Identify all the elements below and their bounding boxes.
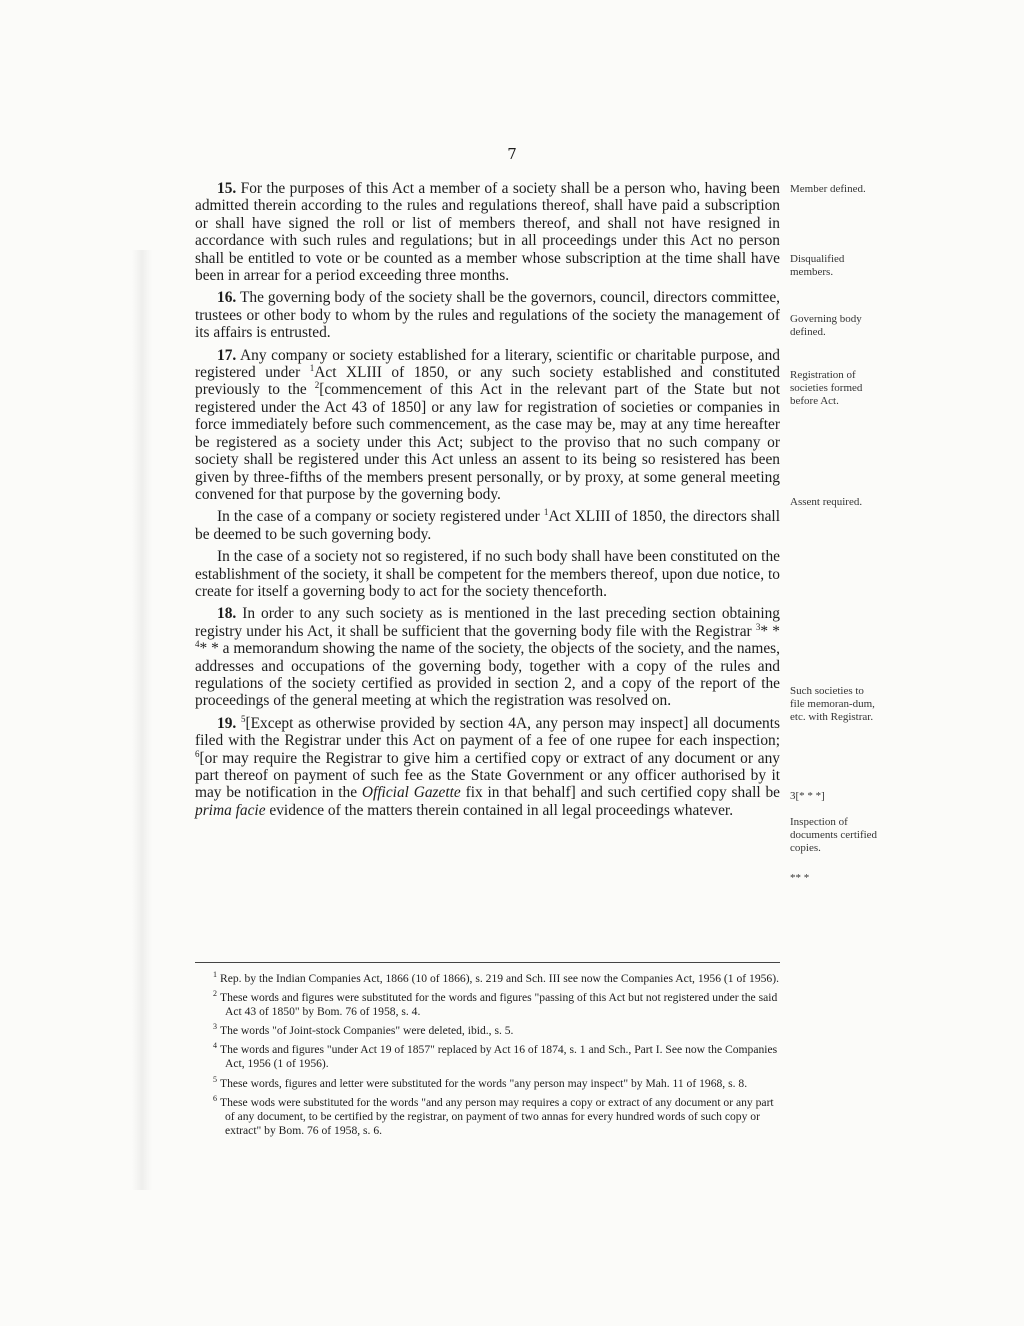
section-text: For the purposes of this Act a member of a society shall be a person who, having been admitted therein according to the rules and regulations thereof, shall have paid a subscription or shall have signed the roll or list of members thereof, and shall not have resigned in accordance with such rules and regulations; but in all proceedings under this Act no person shall be entitled to vote or be counted as a member whose subscription at the time shall have been in arrear for a period exceeding three months. <box>195 180 780 285</box>
section-17-para-3 <box>195 548 780 600</box>
footnote-mark: 2 <box>213 989 217 999</box>
section-text: Any company or society established for a literary, scientific or charitable purpose, and registered under <box>195 346 780 382</box>
footnote-text: These words and figures were substituted for the words and figures "passing of this Act but not registered under the said Act 43 of 1850" by Bom. 76 of 1958, s. 4. <box>220 990 778 1019</box>
section-17 <box>195 347 780 504</box>
footnote <box>195 1020 780 1038</box>
section-text: The governing body of the society shall be the governors, council, directors committee, trustees or other body to whom by the rules and regulations of the society the management of its affairs is entrusted. <box>195 289 780 342</box>
section-number: 15. <box>217 180 237 197</box>
section-15 <box>195 180 780 284</box>
footnote-ref: 1 <box>543 507 549 518</box>
scan-shadow <box>132 250 152 1190</box>
footnote <box>195 987 780 1019</box>
footnote-mark: 1 <box>213 970 217 979</box>
section-text: evidence of the matters therein contained in all legal proceedings whatever. <box>269 801 734 819</box>
italic-text: prima facie <box>195 801 266 819</box>
omission-mark: * * <box>199 640 219 658</box>
footnote-ref: 2 <box>314 380 320 391</box>
section-text: Act XLIII of 1850, or any such society established and constituted previously to the <box>195 364 780 399</box>
footnote-text: These wods were substituted for the words "and any person may requires a copy or extract of any document or any part of any document, to be certified by the registrar, on payment of two annas for every hundred words of such copy or extract" by Bom. 76 of 1958, s. 6. <box>220 1095 774 1137</box>
footnote <box>195 1092 780 1138</box>
footnote-text: The words "of Joint-stock Companies" were deleted, ibid., s. 5. <box>220 1024 514 1038</box>
omission-mark: * * <box>760 622 780 640</box>
footnote-text: Rep. by the Indian Companies Act, 1866 (10 of 1866), s. 219 and Sch. III see now the Companies Act, 1956 (1 of 1956). <box>220 971 779 985</box>
footnote-mark: 3 <box>213 1022 217 1032</box>
margin-note-governing-body: Governing body defined. <box>790 313 862 338</box>
section-text: a memorandum showing the name of the society, the objects of the society, and the names, addresses and occupations of the governing body, together with a copy of the rules and regulations of the society certified as provided in section 2, and a copy of the report of the proceedings of the general meeting at which the registration was resolved on. <box>195 640 780 710</box>
section-16 <box>195 289 780 341</box>
section-text: [or may require the Registrar to give him a certified copy or extract of any document or any part thereof on payment of such fee as the State Government or any officer authorised by it may be notification in the <box>195 749 780 802</box>
footnote-text: The words and figures "under Act 19 of 1857" replaced by Act 16 of 1874, s. 1 and Sch., Part I. See now the Companies Act, 1956 (1 of 1956). <box>220 1043 778 1071</box>
section-text: Act XLIII of 1850, the directors shall be deemed to be such governing body. <box>195 508 780 543</box>
section-number: 18. <box>217 605 237 623</box>
footnote <box>195 968 780 986</box>
section-text: In the case of a company or society registered under <box>217 508 540 526</box>
footnote-text: These words, figures and letter were substituted for the words "any person may inspect" by Mah. 11 of 1968, s. 8. <box>220 1076 748 1090</box>
margin-note-such-societies: Such societies to file memoran-dum, etc. with Registrar. <box>790 685 875 723</box>
margin-note-disqualified: Disqualified members. <box>790 253 845 278</box>
footnote-ref: 4 <box>195 639 200 650</box>
footnote <box>195 1073 780 1091</box>
section-text: fix in that behalf] and such certified copy shall be <box>465 784 780 802</box>
footnotes <box>195 962 780 1139</box>
margin-note-member-defined: Member defined. <box>790 183 866 195</box>
footnote-mark: 6 <box>213 1093 217 1103</box>
section-17-para-2 <box>195 508 780 543</box>
margin-note-inspection: Inspection of documents certified copies. <box>790 816 878 854</box>
section-number: 17. <box>217 346 237 364</box>
section-19 <box>195 715 780 819</box>
section-text: [Except as otherwise provided by section 4A, any person may inspect] all documents filed with the Registrar under this Act on payment of a fee of one rupee for each inspection; <box>195 714 780 750</box>
margin-note-omission-2: ** * <box>790 872 810 884</box>
section-number: 19. <box>217 714 237 732</box>
section-text: In order to any such society as is mentioned in the last preceding section obtaining registry under his Act, it shall be sufficient that the governing body file with the Registrar <box>195 605 780 640</box>
footnote <box>195 1039 780 1071</box>
italic-text: Official Gazette <box>361 784 461 802</box>
margin-note-omission: 3[* * *] <box>790 790 825 802</box>
footnote-ref: 6 <box>195 748 200 759</box>
section-18 <box>195 605 780 709</box>
footnote-mark: 4 <box>213 1041 217 1051</box>
section-text: In the case of a society not so registered, if no such body shall have been constituted on the establishment of the society, it shall be competent for the members thereof, upon due notice, to create for itself a governing body to act for the society thenceforth. <box>195 548 780 600</box>
body-text <box>195 180 780 824</box>
margin-note-assent: Assent required. <box>790 496 863 508</box>
footnote-ref: 3 <box>755 621 761 632</box>
margin-note-registration: Registration of societies formed before Act. <box>790 369 863 407</box>
footnote-ref: 1 <box>309 362 315 373</box>
section-text: [commencement of this Act in the relevant part of the State but not registered under the Act 43 of 1850] or any law for registration of societies or companies in force immediately before such commencement, as the case may be, may at any time hereafter be registered as a society under this Act; subject to the proviso that no such company or society shall be registered under this Act unless an assent to its being so resistered has been given by three-fifths of the members present personally, or by proxy, at some general meeting convened for that purpose by the governing body. <box>195 381 780 503</box>
footnote-mark: 5 <box>213 1074 217 1084</box>
page-number: 7 <box>507 145 517 163</box>
section-number: 16. <box>217 289 237 307</box>
footnote-ref: 5 <box>241 713 246 724</box>
